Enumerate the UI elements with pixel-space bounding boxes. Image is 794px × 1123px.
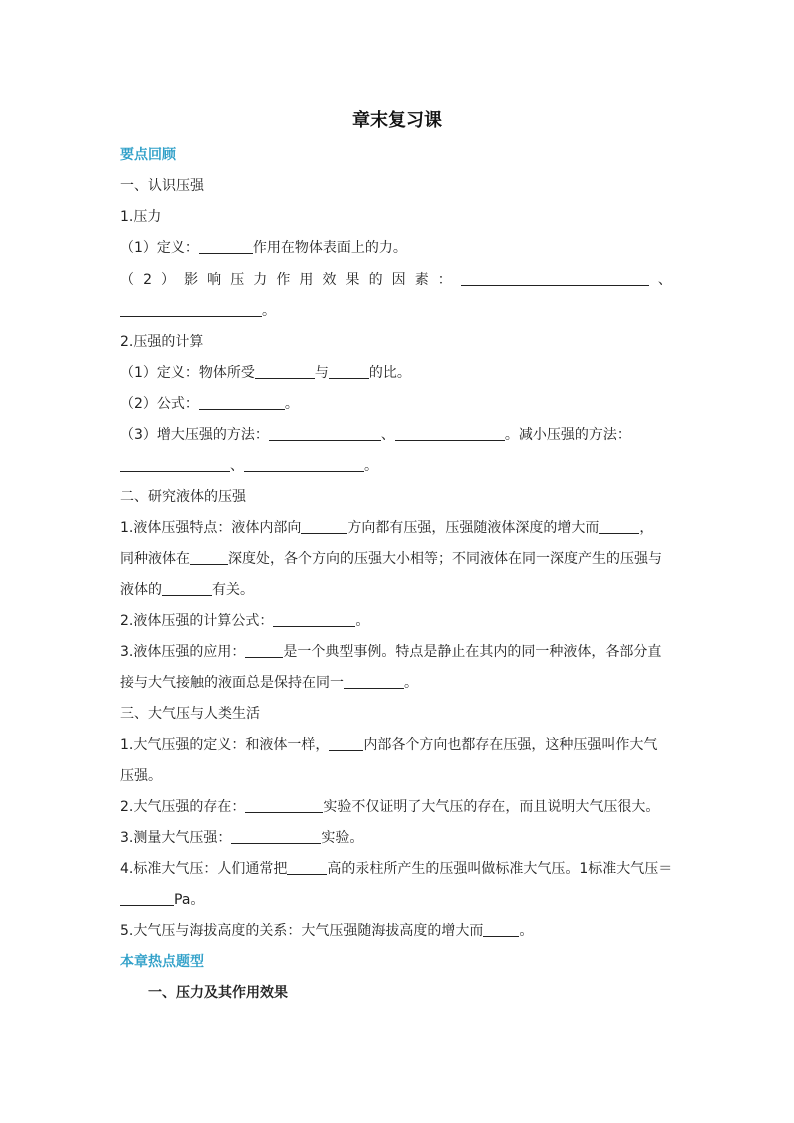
item-liquid-features-3	[120, 580, 672, 600]
blank	[273, 611, 355, 627]
blank	[244, 456, 364, 472]
item-atm-definition-2: 压强。	[120, 768, 162, 784]
blank	[301, 518, 347, 534]
text: 深度处，各个方向的压强大小相等；不同液体在同一深度产生的压强与	[228, 551, 662, 567]
char: 素	[414, 272, 429, 288]
blank	[162, 580, 212, 596]
item-liquid-features-2	[120, 549, 672, 569]
text: 的比。	[368, 365, 411, 381]
text: 1.液体压强特点：液体内部向	[120, 520, 302, 536]
item-pressure-definition	[120, 363, 672, 383]
item-pressure-formula	[120, 394, 672, 414]
text: 1.大气压强的定义：和液体一样，	[120, 737, 330, 753]
text: 同种液体在	[120, 551, 190, 567]
item-force-factors-cont	[120, 301, 672, 321]
char: 效	[322, 272, 337, 288]
item-atm-measure	[120, 828, 672, 848]
blank	[483, 921, 519, 937]
blank	[120, 890, 174, 906]
heading-atmosphere: 三、大气压与人类生活	[120, 706, 260, 722]
item-pressure-methods-cont	[120, 456, 672, 476]
heading-liquid-pressure: 二、研究液体的压强	[120, 489, 246, 505]
char: 影	[184, 272, 199, 288]
text: 实验。	[321, 830, 364, 846]
text: 。	[284, 396, 299, 412]
text: ，	[639, 520, 654, 536]
char: 压	[230, 272, 245, 288]
text: 高的汞柱所产生的压强叫做标准大气压。1标准大气压＝	[327, 861, 673, 877]
blank	[199, 394, 285, 410]
text: 。	[355, 613, 370, 629]
item-force: 1.压力	[120, 209, 162, 225]
text: （1）定义：物体所受	[120, 365, 255, 381]
blank	[120, 301, 262, 317]
char: 因	[391, 272, 406, 288]
text: 。	[519, 923, 534, 939]
item-pressure-calc: 2.压强的计算	[120, 334, 204, 350]
item-pressure-methods	[120, 425, 672, 445]
item-atm-altitude	[120, 921, 672, 941]
text: 液体的	[120, 582, 162, 598]
text: 内部各个方向也都存在压强，这种压强叫作大气	[363, 737, 658, 753]
item-liquid-features	[120, 518, 672, 538]
blank	[255, 363, 315, 379]
blank	[344, 673, 404, 689]
text: 2.液体压强的计算公式：	[120, 613, 274, 629]
blank	[120, 456, 230, 472]
text: （1）定义：	[120, 240, 199, 256]
char: 用	[299, 272, 314, 288]
item-atm-existence	[120, 797, 672, 817]
separator: 、	[657, 272, 672, 288]
char: ）	[161, 272, 176, 288]
text: 、	[380, 427, 395, 443]
blank	[245, 797, 323, 813]
text: 2.大气压强的存在：	[120, 799, 246, 815]
page-title: 章末复习课	[352, 110, 442, 131]
text: 接与大气接触的液面总是保持在同一	[120, 675, 344, 691]
char: 作	[276, 272, 291, 288]
blank	[395, 425, 505, 441]
heading-pressure: 一、认识压强	[120, 178, 204, 194]
section-key-points: 要点回顾	[120, 147, 176, 163]
char: ：	[437, 272, 452, 288]
item-atm-standard-2	[120, 890, 672, 910]
blank	[599, 518, 639, 534]
blank	[287, 859, 327, 875]
item-atm-definition	[120, 735, 672, 755]
section-hot-topics: 本章热点题型	[120, 954, 204, 970]
blank	[245, 642, 283, 658]
item-liquid-formula	[120, 611, 672, 631]
text: 。	[364, 458, 378, 474]
blank	[269, 425, 381, 441]
text: 。减小压强的方法：	[504, 427, 631, 443]
blank	[231, 828, 321, 844]
char: 响	[207, 272, 222, 288]
text: 4.标准大气压：人们通常把	[120, 861, 288, 877]
text: 与	[314, 365, 329, 381]
text: （3）增大压强的方法：	[120, 427, 269, 443]
heading-force-effect: 一、压力及其作用效果	[148, 985, 288, 1001]
blank	[329, 735, 363, 751]
item-liquid-application-2	[120, 673, 672, 693]
text: 实验不仅证明了大气压的存在，而且说明大气压很大。	[323, 799, 660, 815]
text: 3.液体压强的应用：	[120, 644, 246, 660]
text: 作用在物体表面上的力。	[252, 240, 407, 256]
char: 的	[368, 272, 383, 288]
text: Pa。	[174, 892, 205, 908]
char: 2	[143, 272, 152, 288]
text: 3.测量大气压强：	[120, 830, 232, 846]
text: 。	[262, 303, 276, 319]
item-liquid-application	[120, 642, 672, 662]
text: 、	[230, 458, 244, 474]
text: 有关。	[212, 582, 254, 598]
text: 。	[404, 675, 418, 691]
char: 力	[253, 272, 268, 288]
item-force-definition	[120, 238, 672, 258]
char: 果	[345, 272, 360, 288]
char: （	[120, 272, 134, 288]
blank	[461, 270, 649, 286]
text: （2）公式：	[120, 396, 199, 412]
item-atm-standard	[120, 859, 672, 879]
blank	[199, 238, 253, 254]
blank	[329, 363, 369, 379]
text: 是一个典型事例。特点是静止在其内的同一种液体，各部分直	[283, 644, 662, 660]
item-force-factors	[120, 270, 672, 290]
text: 方向都有压强，压强随液体深度的增大而	[347, 520, 600, 536]
text: 5.大气压与海拔高度的关系：大气压强随海拔高度的增大而	[120, 923, 484, 939]
blank	[190, 549, 228, 565]
